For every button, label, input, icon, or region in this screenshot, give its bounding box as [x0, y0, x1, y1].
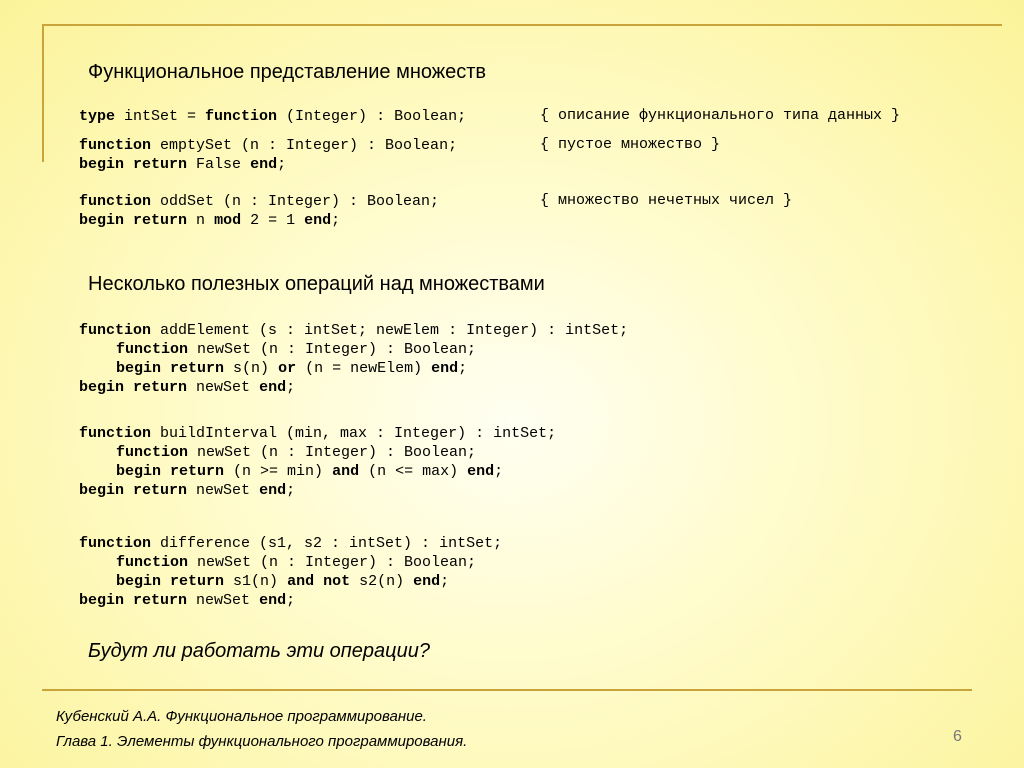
slide-title: Функциональное представление множеств [88, 61, 487, 83]
bottom-rule [42, 689, 972, 691]
left-rule [42, 24, 44, 162]
emptyset-comment: { пустое множество } [540, 136, 721, 153]
emptyset-declaration: function emptySet (n : Integer) : Boolean; begin return False end; [79, 137, 458, 173]
page-number: 6 [953, 728, 962, 745]
type-comment: { описание функционального типа данных } [540, 107, 901, 124]
oddset-declaration: function oddSet (n : Integer) : Boolean; begin return n mod 2 = 1 end; [79, 193, 440, 229]
operations-heading: Несколько полезных операций над множествами [88, 273, 545, 295]
footer-author: Кубенский А.А. Функциональное программирование. [56, 708, 427, 725]
build-interval-code: function buildInterval (min, max : Integer) : intSet; function newSet (n : Integer) : Boolean; begin return (n >= min) and (n <= max) end; begin return newSet end; [79, 425, 557, 499]
footer-chapter: Глава 1. Элементы функционального программирования. [56, 733, 468, 750]
add-element-code: function addElement (s : intSet; newElem : Integer) : intSet; function newSet (n : Integer) : Boolean; begin return s(n) or (n = newElem) end; begin return newSet end; [79, 322, 629, 396]
difference-code: function difference (s1, s2 : intSet) : intSet; function newSet (n : Integer) : Boolean; begin return s1(n) and not s2(n) end; begin return newSet end; [79, 535, 503, 609]
type-declaration: type intSet = function (Integer) : Boolean; [79, 108, 467, 125]
oddset-comment: { множество нечетных чисел } [540, 192, 793, 209]
top-rule [42, 24, 1002, 26]
question-text: Будут ли работать эти операции? [88, 640, 430, 662]
